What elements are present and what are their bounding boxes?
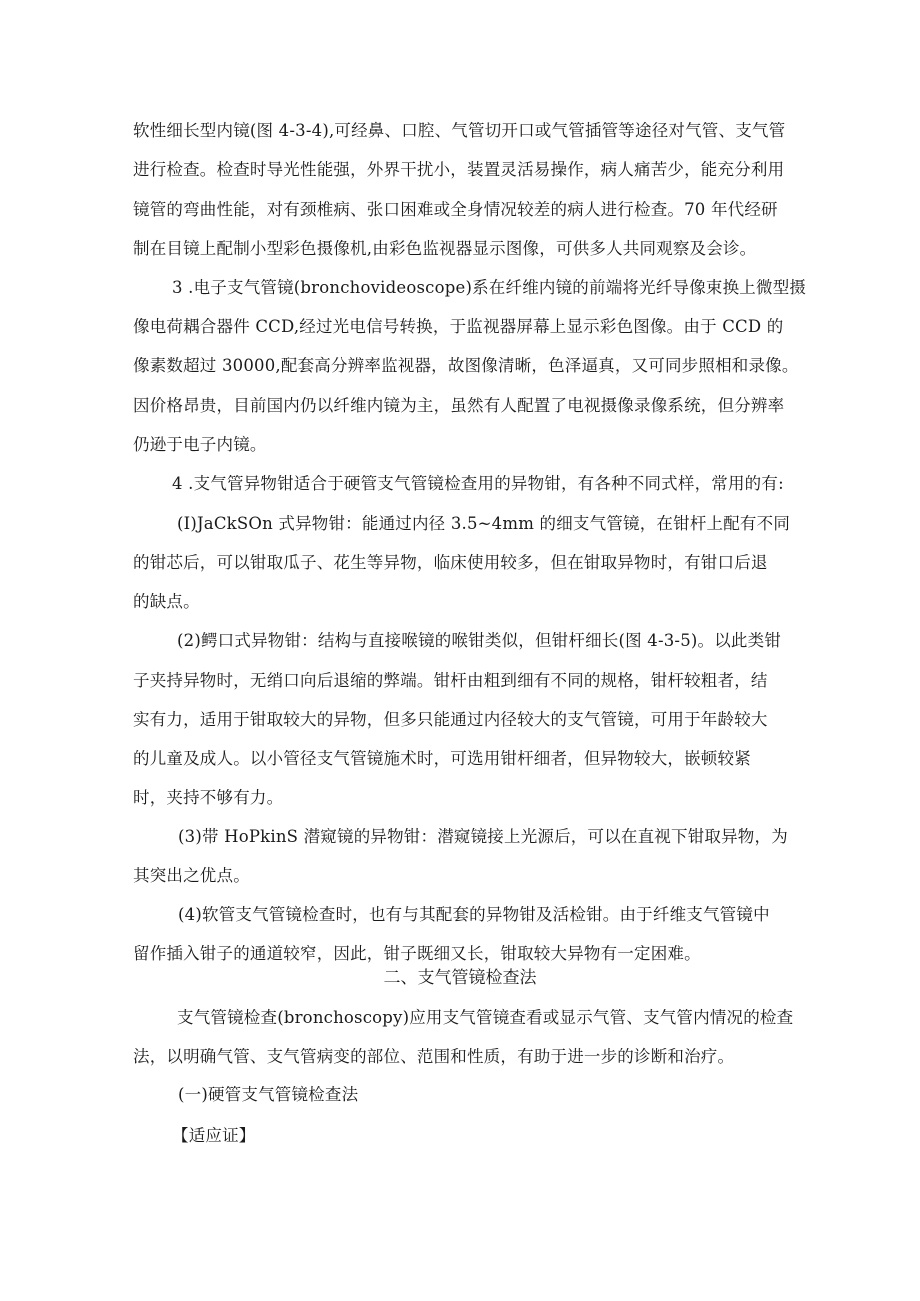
paragraph-line: 仍逊于电子内镜。 [133,435,267,454]
paragraph-line: 3 .电子支气管镜(bronchovideoscope)系在纤维内镜的前端将光纤导像束换上微型摄 [172,278,807,297]
list-item-line: 实有力，适用于钳取较大的异物，但多只能通过内径较大的支气管镜，可用于年龄较大 [133,710,768,729]
list-item-line: 其突出之优点。 [133,866,250,885]
paragraph-line: 法，以明确气管、支气管病变的部位、范围和性质，有助于进一步的诊断和治疗。 [133,1047,735,1066]
list-item-line: 留作插入钳子的通道较窄，因此，钳子既细又长，钳取较大异物有一定困难。 [133,944,701,963]
list-item-line: 的儿童及成人。以小管径支气管镜施术时，可选用钳杆细者，但异物较大，嵌顿较紧 [133,749,751,768]
list-item-line: 时，夹持不够有力。 [133,788,284,807]
paragraph-line: 软性细长型内镜(图 4-3-4),可经鼻、口腔、气管切开口或气管插管等途径对气管、支气管 [133,121,786,140]
paragraph-line: 镜管的弯曲性能，对有颈椎病、张口困难或全身情况较差的病人进行检查。70 年代经研 [133,200,778,219]
list-item-line: 的钳芯后，可以钳取瓜子、花生等异物，临床使用较多，但在钳取异物时，有钳口后退 [133,553,768,572]
paragraph-line: 4 .支气管异物钳适合于硬管支气管镜检查用的异物钳，有各种不同式样，常用的有: [172,474,784,493]
list-item-line: 子夹持异物时，无绡口向后退缩的弊端。钳杆由粗到细有不同的规格，钳杆较粗者，结 [133,671,768,690]
paragraph-line: 因价格昂贵，目前国内仍以纤维内镜为主，虽然有人配置了电视摄像录像系统，但分辨率 [133,396,785,415]
indications-label: 【适应证】 [172,1126,256,1145]
paragraph-line: 进行检查。检查时导光性能强，外界干扰小，装置灵活易操作，病人痛苦少，能充分利用 [133,160,785,179]
subsection-heading: (一)硬管支气管镜检查法 [178,1085,359,1104]
paragraph-line: 像电荷耦合器件 CCD,经过光电信号转换，于监视器屏幕上显示彩色图像。由于 CCD 的 [133,317,784,336]
paragraph-line: 支气管镜检查(bronchoscopy)应用支气管镜查看或显示气管、支气管内情况的检查 [177,1008,794,1027]
list-item-line: (2)鳄口式异物钳：结构与直接喉镜的喉钳类似，但钳杆细长(图 4-3-5)。以此类钳 [177,631,782,650]
list-item-line: 的缺点。 [133,592,200,611]
section-heading: 二、支气管镜检查法 [383,968,537,988]
list-item-line: (3)带 HoPkinS 潜窥镜的异物钳：潜窥镜接上光源后，可以在直视下钳取异物，为 [178,827,788,846]
list-item-line: (I)JaCkSOn 式异物钳：能通过内径 3.5~4mm 的细支气管镜，在钳杆上配有不同 [177,514,791,533]
list-item-line: (4)软管支气管镜检查时，也有与其配套的异物钳及活检钳。由于纤维支气管镜中 [178,905,770,924]
paragraph-line: 制在目镜上配制小型彩色摄像机,由彩色监视器显示图像，可供多人共同观察及会诊。 [133,239,757,258]
paragraph-line: 像素数超过 30000,配套高分辨率监视器，故图像清晰，色泽逼真，又可同步照相和录像。 [133,356,799,375]
